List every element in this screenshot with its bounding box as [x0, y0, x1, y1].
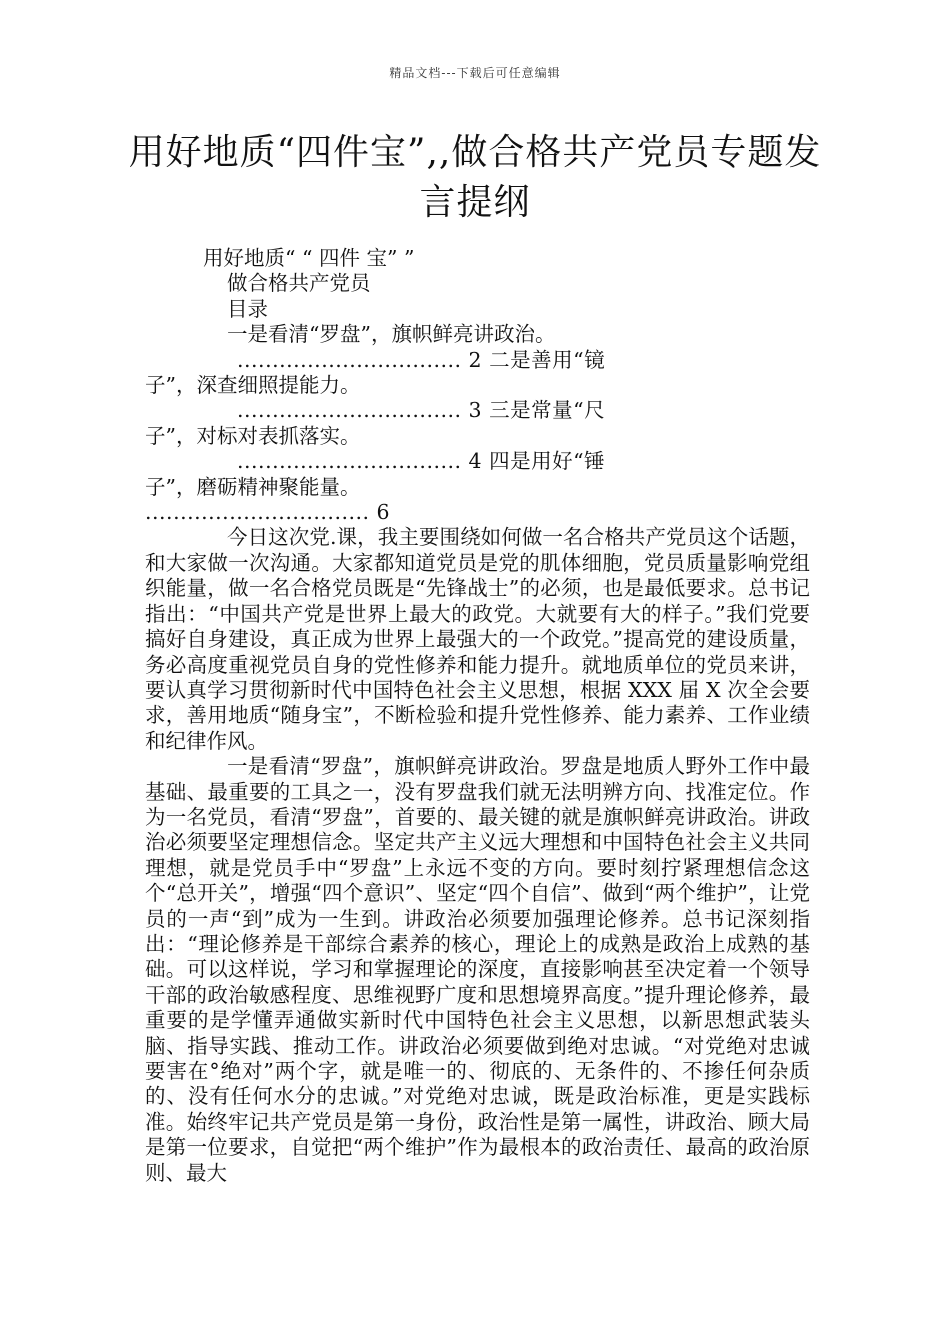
toc-label: 目录: [227, 296, 268, 321]
toc-item: ................................ 6: [145, 500, 391, 525]
header-note: 精品文档---下载后可任意编辑: [389, 66, 561, 80]
body-paragraph: 今日这次党.课，我主要围绕如何做一名合格共产党员这个话题，和大家做一次沟通。大家都知道党员是党的肌体细胞，党员质量影响党组织能量，做一名合格党员既是“先锋战士”的必须，也是最低要求。总书记指出：“中国共产党是世界上最大的政党。大就要有大的样子。”我们党要搞好自身建设，真正成为世界上最强大的一个政党。”提高党的建设质量，务必高度重视党员自身的党性修养和能力提升。就地质单位的党员来讲，要认真学习贯彻新时代中国特色社会主义思想，根据 XXX 届 X 次全会要求，善用地质“随身宝”，不断检验和提升党性修养、能力素养、工作业绩和纪律作风。: [145, 525, 810, 753]
toc-item: 子”，对标对表抓落实。: [145, 423, 361, 448]
body-paragraph: 一是看清“罗盘”，旗帜鲜亮讲政治。罗盘是地质人野外工作中最基础、最重要的工具之一，没有罗盘我们就无法明辨方向、找准定位。作为一名党员，看清“罗盘”，首要的、最关键的就是旗帜鲜亮讲政治。讲政治必须要坚定理想信念。坚定共产主义远大理想和中国特色社会主义共同理想，就是党员手中“罗盘”上永远不变的方向。要时刻拧紧理想信念这个“总开关”，增强“四个意识”、坚定“四个自信”、做到“两个维护”，让党员的一声“到”成为一生到。讲政治必须要加强理论修养。总书记深刻指出：“理论修养是干部综合素养的核心，理论上的成熟是政治上成熟的基础。可以这样说，学习和掌握理论的深度，直接影响甚至决定着一个领导干部的政治敏感程度、思维视野广度和思想境界高度。”提升理论修养，最重要的是学懂弄通做实新时代中国特色社会主义思想，以新思想武装头脑、指导实践、推动工作。讲政治必须要做到绝对忠诚。“对党绝对忠诚要害在°绝对”两个字，就是唯一的、彻底的、无条件的、不掺任何杂质的、没有任何水分的忠诚。”对党绝对忠诚，既是政治标准，更是实践标准。始终牢记共产党员是第一身份，政治性是第一属性，讲政治、顾大局是第一位要求，自觉把“两个维护”作为最根本的政治责任、最高的政治原则、最大: [145, 754, 810, 1185]
toc-item: ................................ 2 二是善用“镜: [237, 347, 606, 372]
toc-item: 子”，磨砺精神聚能量。: [145, 474, 361, 499]
toc-item: ................................ 4 四是用好“锤: [237, 449, 606, 474]
toc-item: 一是看清“罗盘”，旗帜鲜亮讲政治。: [227, 322, 556, 347]
toc-heading-line: 用好地质“ “ 四件 宝” ”: [203, 246, 415, 270]
toc-subheading-line: 做合格共产党员: [227, 271, 371, 296]
document-body: [145, 246, 810, 1186]
toc-item: 子”，深查细照提能力。: [145, 373, 361, 398]
table-of-contents: [145, 246, 810, 525]
document-title: 用好地质“四件宝”,,做合格共产党员专题发言提纲: [128, 132, 822, 223]
toc-item: ................................ 3 三是常量“尺: [237, 398, 606, 423]
